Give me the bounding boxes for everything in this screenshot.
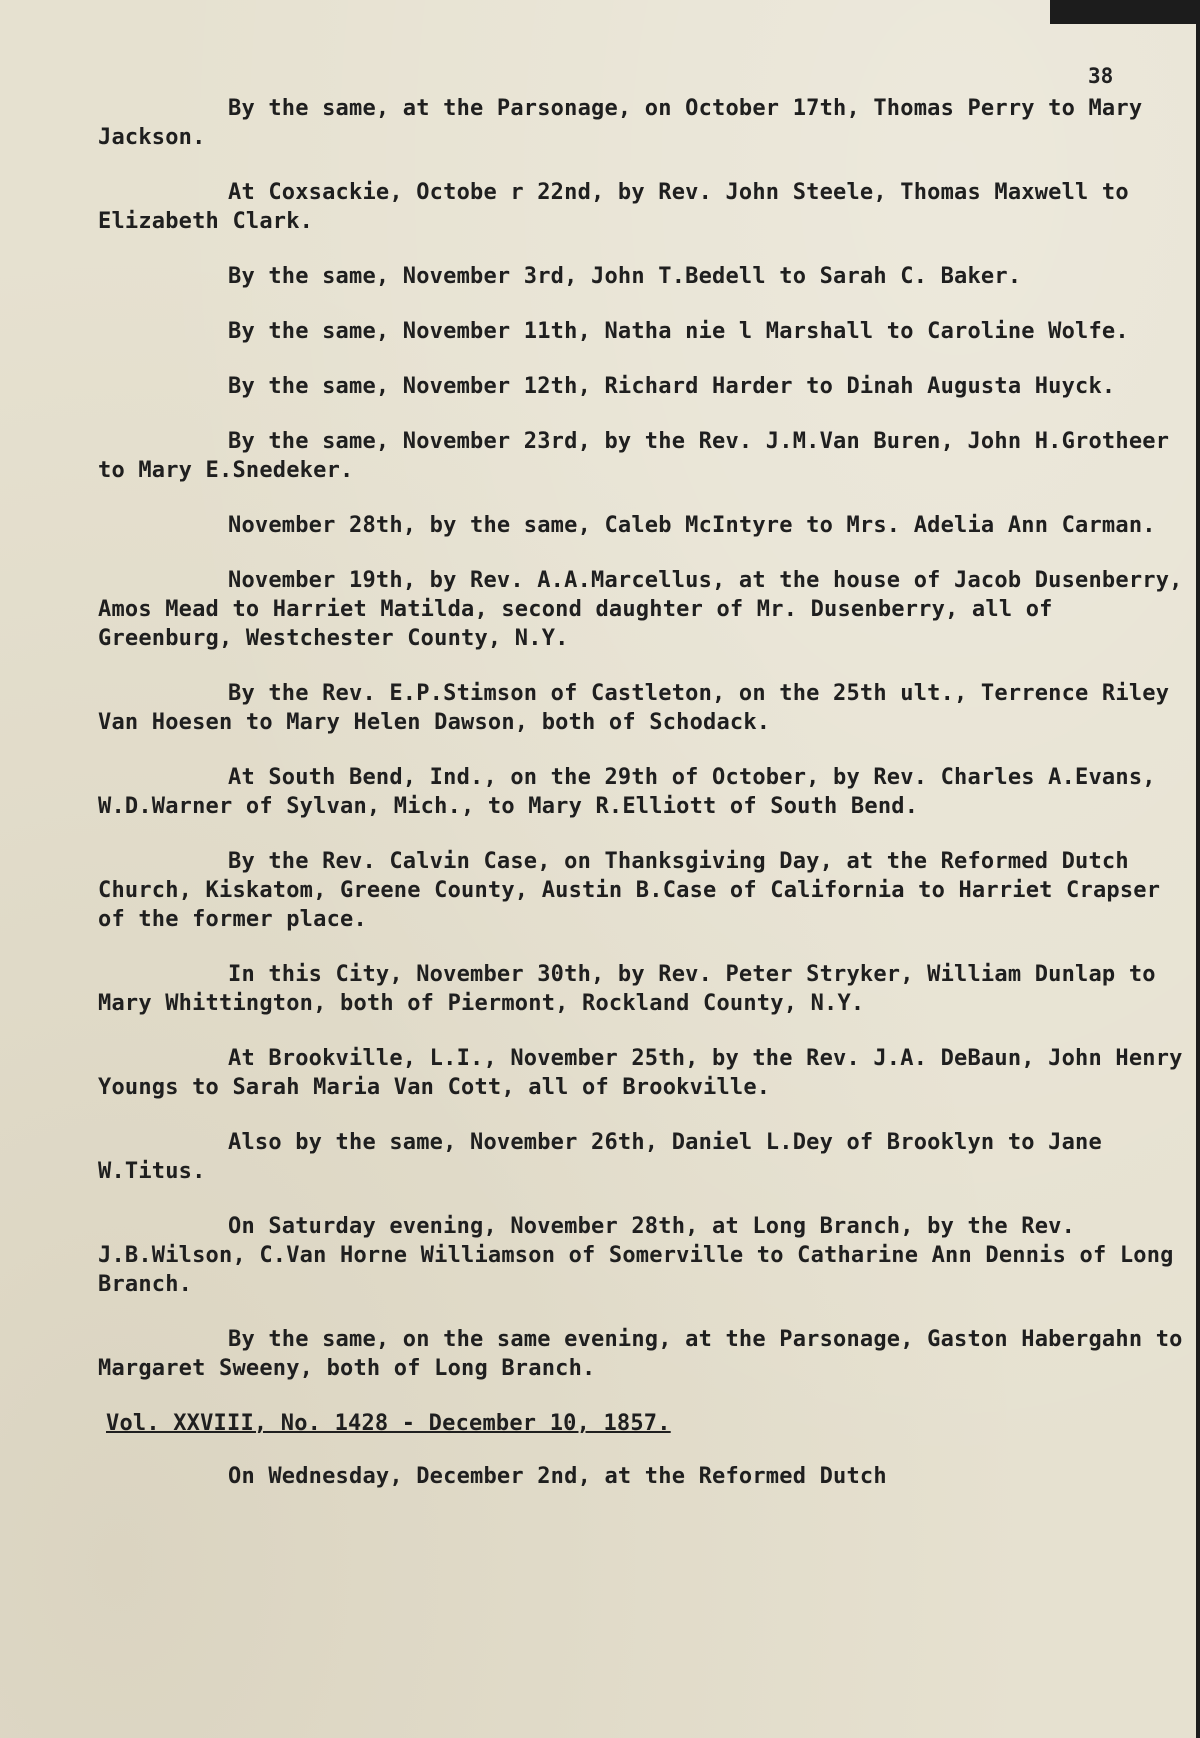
marriage-entry-8: November 19th, by Rev. A.A.Marcellus, at the house of Jacob Dusenberry, Amos Mead to Harriet Matilda, second daughter of Mr. Dusenberry, all of Greenburg, Westchester County, N.Y. bbox=[98, 568, 1197, 651]
marriage-entry-15: On Saturday evening, November 28th, at Long Branch, by the Rev. J.B.Wilson, C.Van Horne Williamson of Somerville to Catharine Ann Dennis of Long Branch. bbox=[98, 1214, 1188, 1297]
marriage-entry-5: By the same, November 12th, Richard Harder to Dinah Augusta Huyck. bbox=[228, 374, 1116, 399]
marriage-entry-9: By the Rev. E.P.Stimson of Castleton, on the 25th ult., Terrence Riley Van Hoesen to Mary Helen Dawson, both of Schodack. bbox=[98, 681, 1183, 735]
marriage-entry-3: By the same, November 3rd, John T.Bedell to Sarah C. Baker. bbox=[228, 264, 1022, 289]
marriage-entry-7: November 28th, by the same, Caleb McIntyre to Mrs. Adelia Ann Carman. bbox=[228, 513, 1156, 538]
marriage-entry-1: By the same, at the Parsonage, on October 17th, Thomas Perry to Mary Jackson. bbox=[98, 96, 1156, 150]
marriage-entry-6: By the same, November 23rd, by the Rev. J.M.Van Buren, John H.Grotheer to Mary E.Snedeker. bbox=[98, 429, 1183, 483]
volume-heading: Vol. XXVIII, No. 1428 - December 10, 1857. bbox=[106, 1411, 671, 1436]
scan-border-right bbox=[1196, 0, 1200, 1738]
marriage-entry-final: On Wednesday, December 2nd, at the Reformed Dutch bbox=[228, 1464, 887, 1489]
scan-border-top bbox=[1050, 0, 1200, 24]
marriage-entry-16: By the same, on the same evening, at the Parsonage, Gaston Habergahn to Margaret Sweeny, both of Long Branch. bbox=[98, 1327, 1197, 1381]
marriage-entry-10: At South Bend, Ind., on the 29th of October, by Rev. Charles A.Evans, W.D.Warner of Sylvan, Mich., to Mary R.Elliott of South Bend. bbox=[98, 765, 1170, 819]
document-body bbox=[98, 94, 1197, 1517]
marriage-entry-13: At Brookville, L.I., November 25th, by the Rev. J.A. DeBaun, John Henry Youngs to Sarah Maria Van Cott, all of Brookville. bbox=[98, 1046, 1197, 1100]
marriage-entry-4: By the same, November 11th, Natha nie l Marshall to Caroline Wolfe. bbox=[228, 319, 1129, 344]
marriage-entry-12: In this City, November 30th, by Rev. Peter Stryker, William Dunlap to Mary Whittington, both of Piermont, Rockland County, N.Y. bbox=[98, 962, 1170, 1016]
marriage-entry-2: At Coxsackie, Octobe r 22nd, by Rev. John Steele, Thomas Maxwell to Elizabeth Clark. bbox=[98, 180, 1143, 234]
marriage-entry-14: Also by the same, November 26th, Daniel L.Dey of Brooklyn to Jane W.Titus. bbox=[98, 1130, 1116, 1184]
marriage-entry-11: By the Rev. Calvin Case, on Thanksgiving Day, at the Reformed Dutch Church, Kiskatom, Greene County, Austin B.Case of California to Harriet Crapser of the former place. bbox=[98, 849, 1174, 932]
page-number: 38 bbox=[1088, 64, 1114, 88]
